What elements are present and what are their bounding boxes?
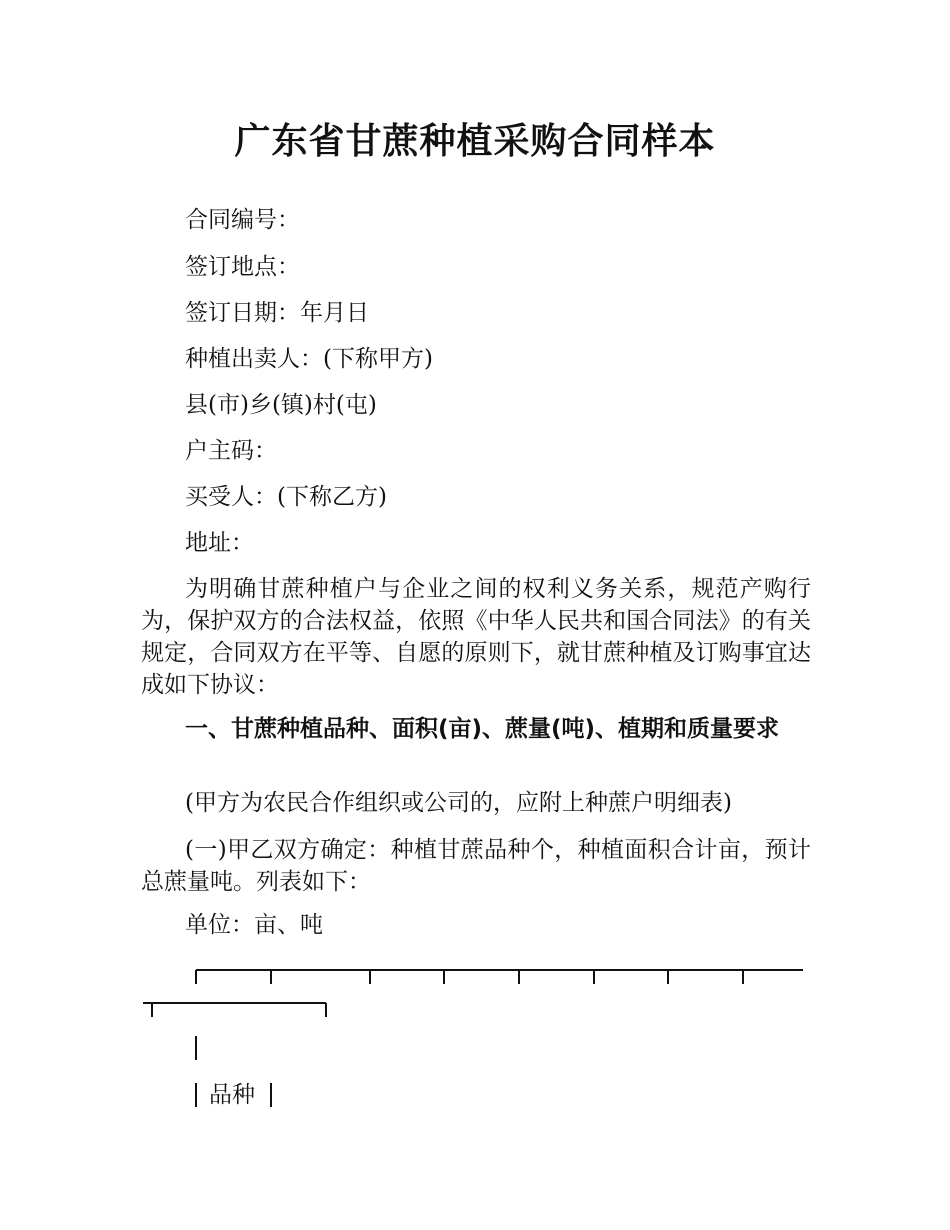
clause-1-paragraph: (一)甲乙双方确定：种植甘蔗品种个，种植面积合计亩，预计总蔗量吨。列表如下： bbox=[141, 837, 811, 895]
signing-date-field: 签订日期：年月日 bbox=[185, 300, 369, 326]
unit-line: 单位：亩、吨 bbox=[185, 912, 323, 938]
document-title: 广东省甘蔗种植采购合同样本 bbox=[234, 121, 716, 162]
intro-paragraph: 为明确甘蔗种植户与企业之间的权利义务关系，规范产购行为，保护双方的合法权益，依照《中华人民共和国合同法》的有关规定，合同双方在平等、自愿的原则下，就甘蔗种植及订购事宜达成如下协议： bbox=[141, 576, 811, 698]
address-field: 地址： bbox=[185, 530, 254, 556]
section-1-heading: 一、甘蔗种植品种、面积(亩)、蔗量(吨)、植期和质量要求 bbox=[185, 716, 780, 742]
signing-place-field: 签订地点： bbox=[185, 254, 300, 280]
household-code-field: 户主码： bbox=[185, 438, 277, 464]
seller-field: 种植出卖人：(下称甲方) bbox=[185, 346, 433, 372]
buyer-field: 买受人：(下称乙方) bbox=[185, 484, 387, 510]
village-address-field: 县(市)乡(镇)村(屯) bbox=[185, 392, 377, 418]
contract-number-field: 合同编号： bbox=[185, 207, 300, 233]
note-line: (甲方为农民合作组织或公司的，应附上种蔗户明细表) bbox=[185, 790, 732, 816]
table-header-cell-variety: 品种 bbox=[209, 1082, 255, 1108]
